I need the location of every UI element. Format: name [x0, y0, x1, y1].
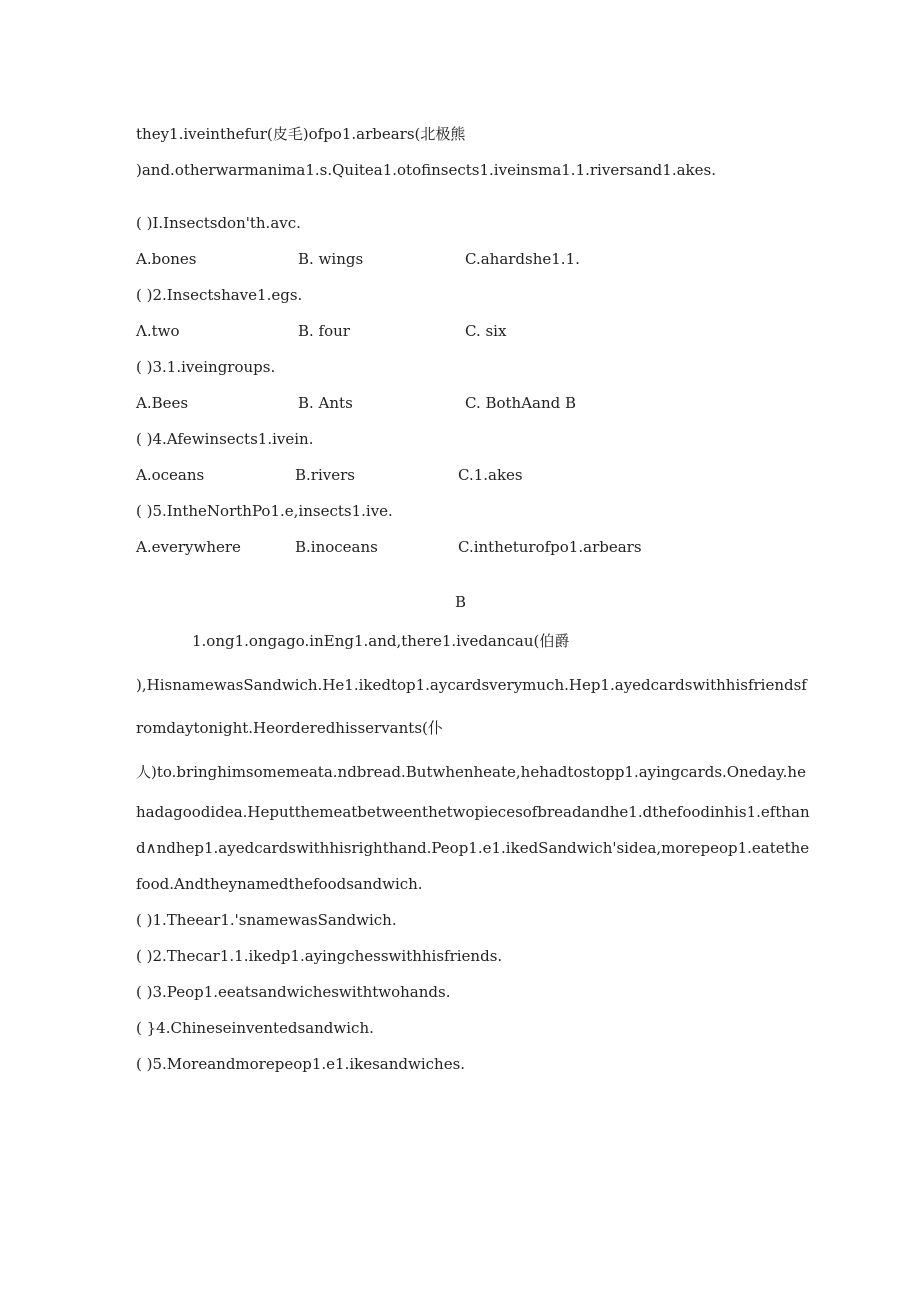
passage-b-line: hadagoodidea.Heputthemeatbetweenthetwopiecesofbreadandhe1.dthefoodinhis1.efthan [136, 803, 810, 821]
passage-b-line: 1.ong1.ongago.inEng1.and,there1.ivedancau(伯爵 [192, 632, 570, 650]
section-heading: B [455, 593, 467, 611]
option-a: A.oceans [136, 466, 205, 484]
option-b: B. Ants [298, 394, 353, 412]
true-false-item: ( )5.Moreandmorepeop1.e1.ikesandwiches. [136, 1055, 466, 1073]
question-stem: ( )2.Insectshave1.egs. [136, 286, 303, 304]
passage-b-line: ),HisnamewasSandwich.He1.ikedtop1.aycardsverymuch.Hep1.ayedcardswithhisfriendsf [136, 676, 807, 694]
option-c: C. BothAand B [465, 394, 577, 412]
option-a: A.Bees [136, 394, 189, 412]
question-stem: ( )I.Insectsdon'th.avc. [136, 214, 301, 232]
passage-a-line-2: )and.otherwarmanima1.s.Quitea1.otofinsects1.iveinsma1.1.riversand1.akes. [136, 161, 716, 179]
passage-b-line: romdaytonight.Heorderedhisservants(仆 [136, 719, 443, 737]
true-false-item: ( )1.Theear1.'snamewasSandwich. [136, 911, 397, 929]
passage-b-line: food.Andtheynamedthefoodsandwich. [136, 875, 423, 893]
true-false-item: ( )3.Peop1.eeatsandwicheswithtwohands. [136, 983, 451, 1001]
option-a: A.everywhere [136, 538, 241, 556]
question-stem: ( )5.IntheNorthPo1.e,insects1.ive. [136, 502, 393, 520]
passage-b-line: 人)to.bringhimsomemeata.ndbread.Butwhenheate,hehadtostopp1.ayingcards.Oneday.he [136, 763, 806, 781]
option-b: B. wings [298, 250, 364, 268]
true-false-item: ( }4.Chineseinventedsandwich. [136, 1019, 374, 1037]
question-stem: ( )4.Afewinsects1.ivein. [136, 430, 314, 448]
option-c: C.intheturofpo1.arbears [458, 538, 642, 556]
option-b: B.inoceans [295, 538, 378, 556]
option-a: Λ.two [136, 322, 180, 340]
question-stem: ( )3.1.iveingroups. [136, 358, 276, 376]
passage-a-line-1: they1.iveinthefur(皮毛)ofpo1.arbears(北极熊 [136, 125, 466, 143]
option-c: C.ahardshe1.1. [465, 250, 580, 268]
option-c: C.1.akes [458, 466, 523, 484]
option-b: B. four [298, 322, 350, 340]
true-false-item: ( )2.Thecar1.1.ikedp1.ayingchesswithhisfriends. [136, 947, 503, 965]
option-b: B.rivers [295, 466, 355, 484]
option-c: C. six [465, 322, 507, 340]
option-a: A.bones [136, 250, 197, 268]
passage-b-line: d∧ndhep1.ayedcardswithhisrighthand.Peop1.e1.ikedSandwich'sidea,morepeop1.eatethe [136, 839, 810, 857]
